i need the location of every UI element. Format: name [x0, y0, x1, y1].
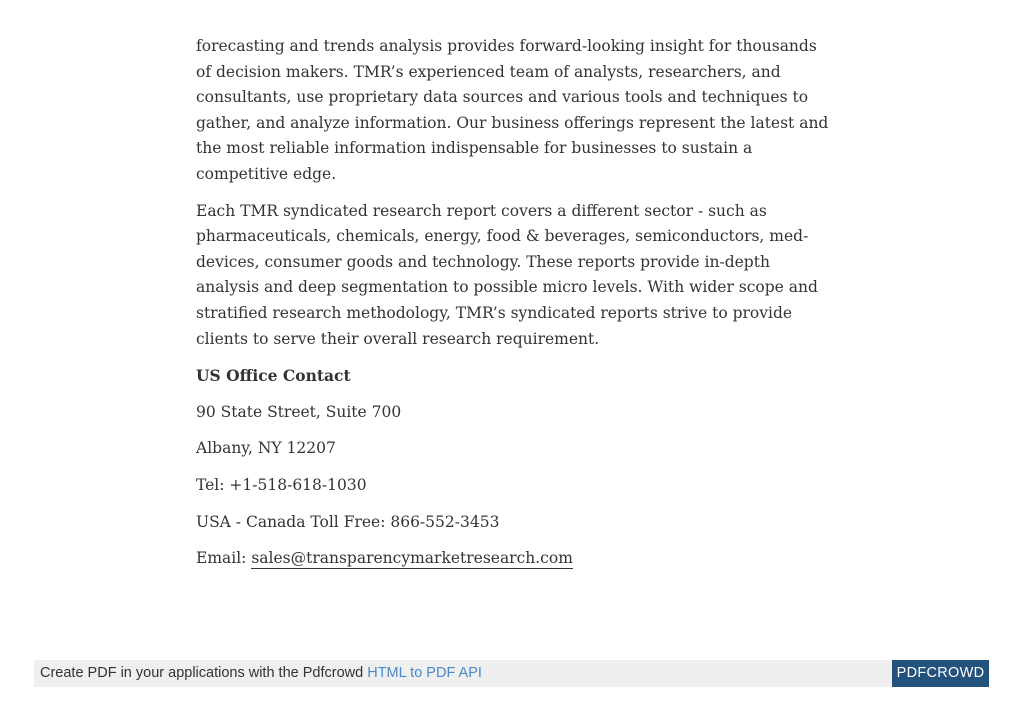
contact-address-line-1: 90 State Street, Suite 700: [196, 402, 402, 421]
pdfcrowd-footer: [34, 660, 989, 687]
contact-email-label: Email:: [196, 549, 252, 568]
contact-toll-free: USA - Canada Toll Free: 866-552-3453: [196, 512, 500, 531]
footer-text-prefix: Create PDF in your applications with the Pdfcrowd: [40, 665, 368, 681]
footer-html-to-pdf-link[interactable]: HTML to PDF API: [367, 665, 482, 681]
contact-heading: US Office Contact: [196, 366, 351, 386]
contact-email-link[interactable]: sales@transparencymarketresearch.com: [251, 549, 573, 568]
footer-text: [40, 665, 482, 681]
body-paragraph-1: forecasting and trends analysis provides forward-looking insight for thousands of decision makers. TMR’s experienced team of analysts, researchers, and consultants, use proprietary data sources and various tools and techniques to gather, and analyze information. Our business offerings represent the latest and the most reliable information indispensable for businesses to sustain a competitive edge.: [196, 37, 829, 183]
document-content: [196, 34, 836, 583]
pdfcrowd-brand-button[interactable]: PDFCROWD: [892, 660, 989, 687]
contact-email-line: [196, 546, 836, 572]
body-paragraph-2: Each TMR syndicated research report covers a different sector - such as pharmaceuticals, chemicals, energy, food & beverages, semiconductors, med-devices, consumer goods and technology. These reports provide in-depth analysis and deep segmentation to possible micro levels. With wider scope and stratified research methodology, TMR’s syndicated reports strive to provide clients to serve their overall research requirement.: [196, 201, 818, 348]
contact-tel: Tel: +1-518-618-1030: [196, 475, 367, 494]
contact-address-line-2: Albany, NY 12207: [196, 439, 336, 458]
